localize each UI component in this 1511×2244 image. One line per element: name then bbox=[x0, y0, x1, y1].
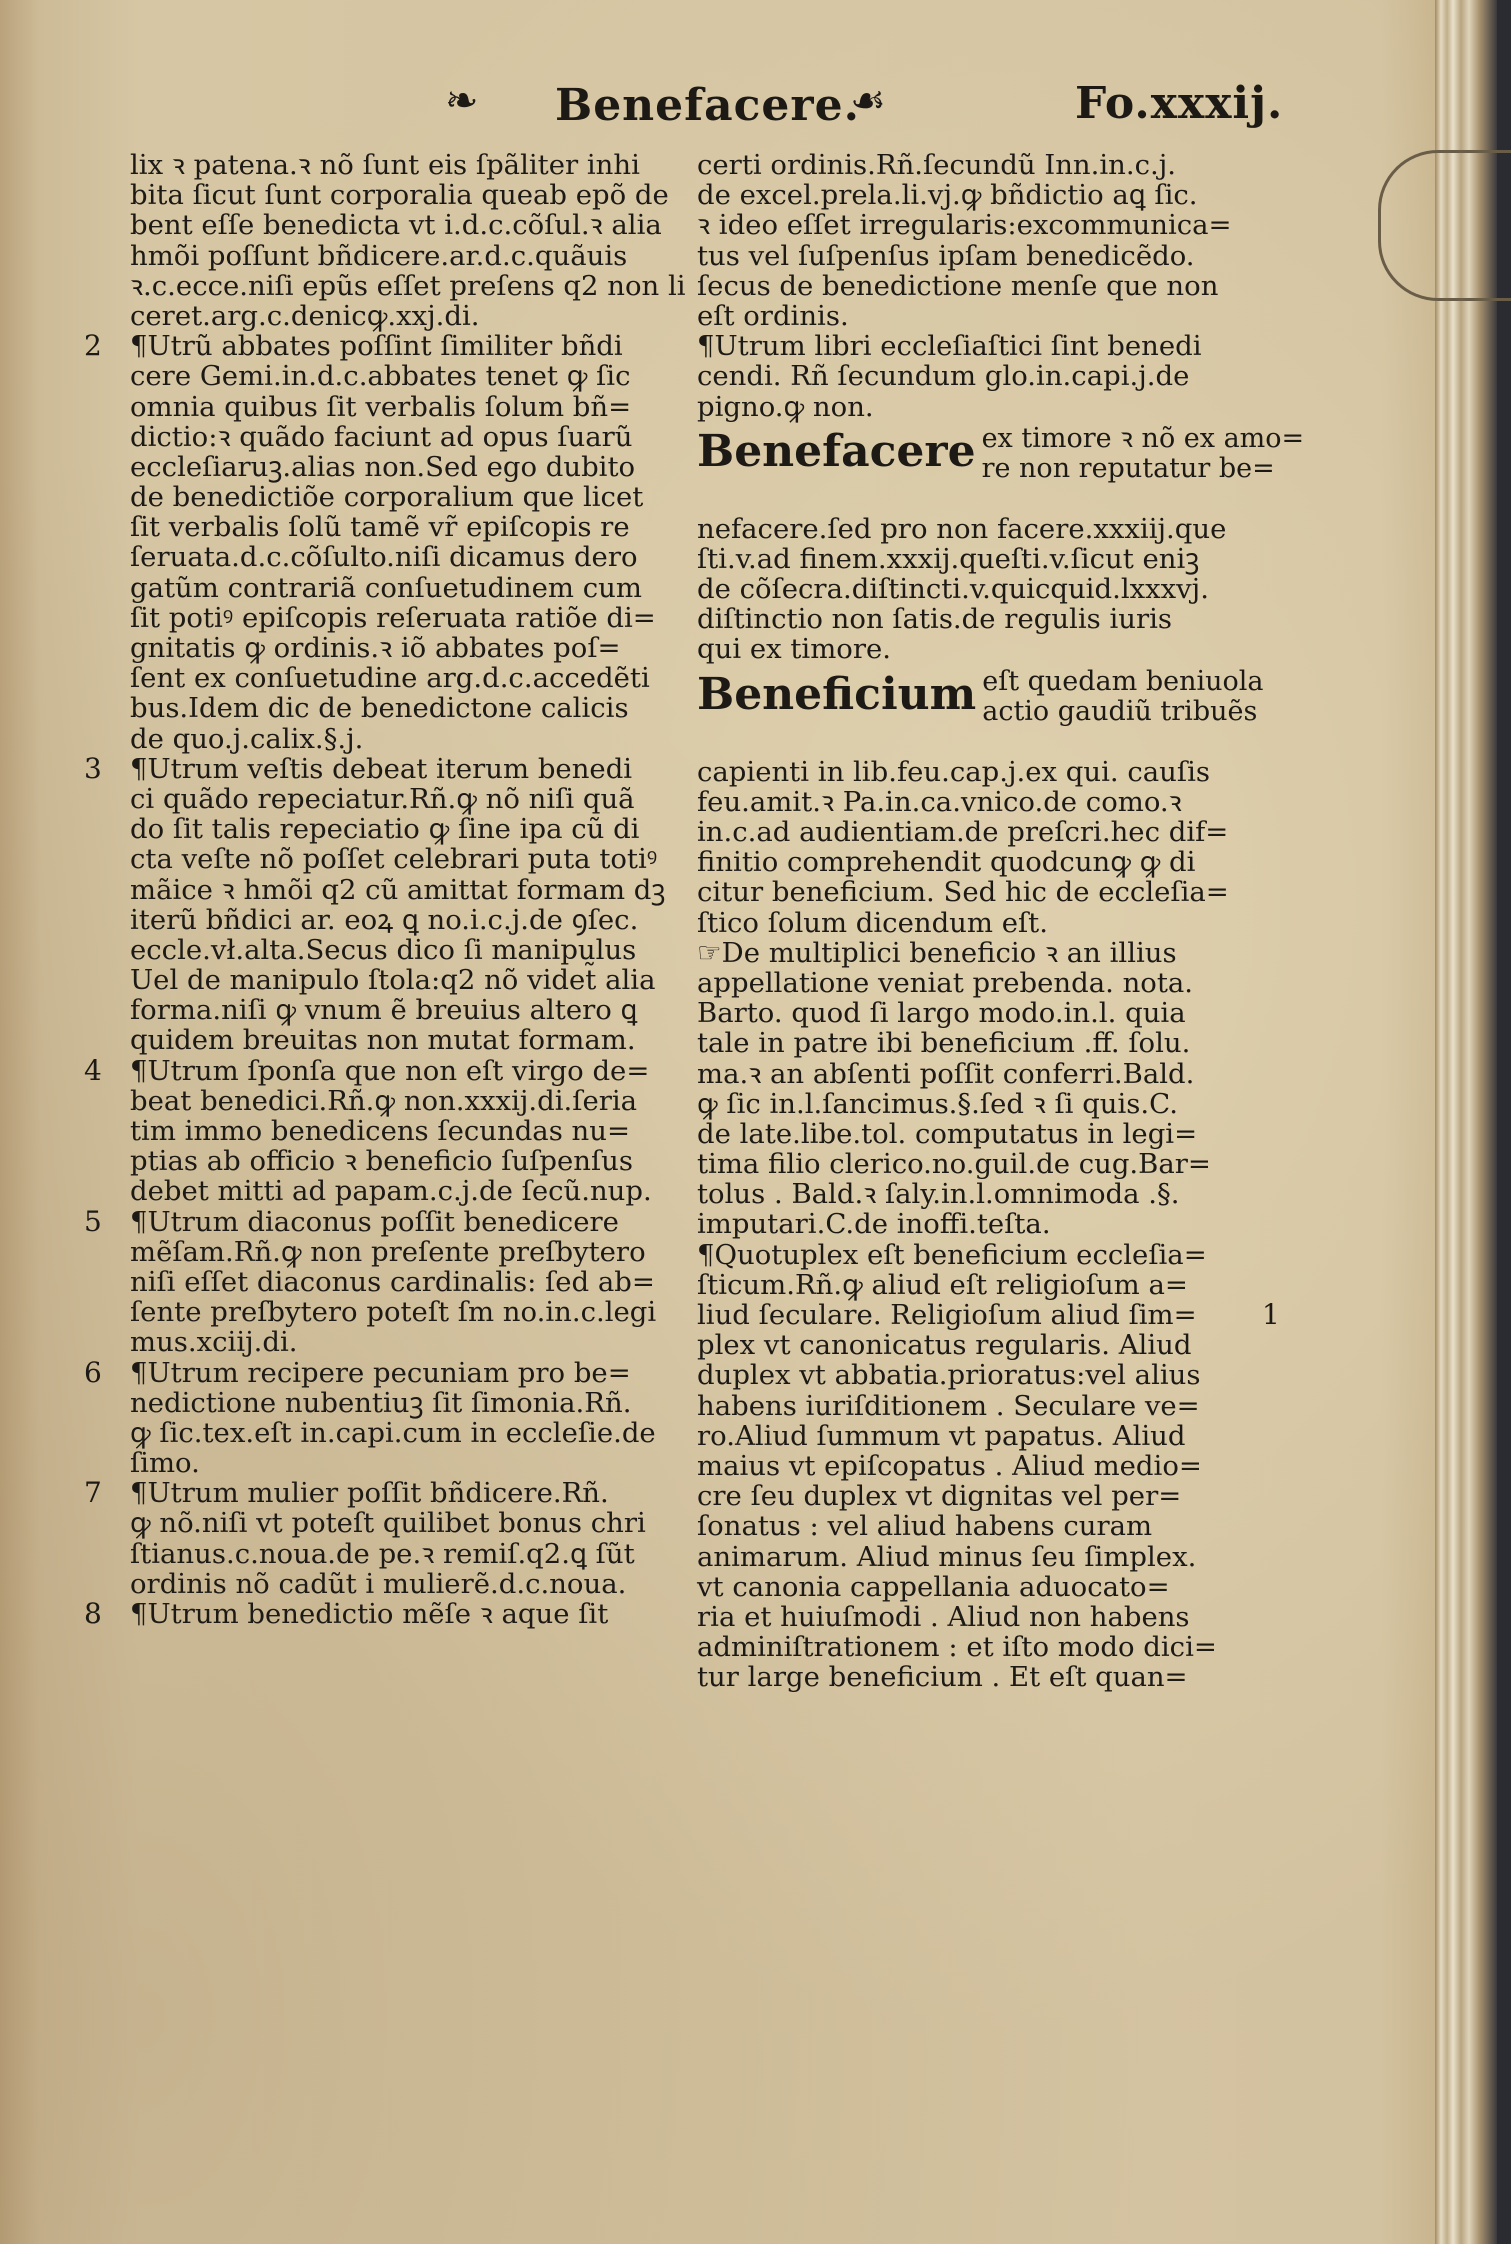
text-line: tale in patre ibi beneficium .ff. ſolu. bbox=[697, 1027, 1191, 1060]
text-line: pigno.ꝙ non. bbox=[697, 390, 874, 423]
question-number: 5 bbox=[84, 1204, 102, 1238]
text-line: feu.amit.ꝛ Pa.in.ca.vnico.de como.ꝛ bbox=[697, 785, 1182, 818]
text-line bbox=[84, 329, 690, 363]
line-text: ſeruata.d.c.cõſulto.niſi dicamus dero bbox=[130, 541, 638, 574]
text-line bbox=[130, 693, 690, 723]
line-text: ſit verbalis ſolũ tamẽ vr̃ epiſcopis re bbox=[130, 511, 630, 544]
running-head: Benefacere. bbox=[555, 80, 860, 131]
line-text: ceret.arg.c.denicꝙ.xxj.di. bbox=[130, 299, 480, 332]
text-line: ꝙ ſic in.l.ſancimus.§.ſed ꝛ ſi quis.C. bbox=[697, 1087, 1178, 1120]
line-text: omnia quibus ſit verbalis ſolum bñ= bbox=[130, 390, 632, 423]
text-line bbox=[130, 875, 690, 905]
text-line: diſtinctio non ſatis.de regulis iuris bbox=[697, 603, 1173, 636]
text-line: vt canonia cappellania aduocato= bbox=[697, 1570, 1170, 1603]
text-line: certi ordinis.Rñ.ſecundũ Inn.in.c.j. bbox=[697, 149, 1177, 181]
text-line bbox=[130, 271, 690, 301]
text-line bbox=[130, 1237, 690, 1267]
text-line bbox=[130, 995, 690, 1025]
text-line: tolus . Bald.ꝛ ſaly.in.l.omnimoda .§. bbox=[697, 1178, 1180, 1211]
line-text: ꝛ.c.ecce.niſi epũs eſſet preſens q2 non li bbox=[130, 269, 686, 302]
text-line: ſecus de benedictione menſe que non bbox=[697, 269, 1219, 302]
text-line bbox=[130, 1418, 690, 1448]
text-line bbox=[130, 1086, 690, 1116]
text-line: qui ex timore. bbox=[697, 633, 892, 666]
line-text: hmõi poſſunt bñdicere.ar.d.c.quãuis bbox=[130, 239, 628, 272]
text-line bbox=[130, 150, 690, 180]
question-number: 8 bbox=[84, 1597, 102, 1630]
text-line bbox=[130, 724, 690, 754]
line-text: beat benedici.Rñ.ꝙ non.xxxij.di.ſeria bbox=[130, 1084, 638, 1117]
text-line bbox=[130, 905, 690, 935]
line-text: bus.Idem dic de benedictone calicis bbox=[130, 692, 629, 725]
text-line bbox=[130, 1569, 690, 1599]
line-text: ¶Utrum veſtis debeat iterum benedi bbox=[130, 752, 633, 785]
entry-headword: Benefacere bbox=[697, 425, 976, 477]
line-text: bent eſſe benedicta vt i.d.c.cõſul.ꝛ alia bbox=[130, 209, 662, 242]
text-line bbox=[130, 301, 690, 331]
entry-side-line: re non reputatur be= bbox=[981, 452, 1275, 484]
text-line: nefacere.ſed pro non facere.xxxiij.que bbox=[697, 512, 1227, 545]
text-line: adminiſtrationem : et iſto modo dici= bbox=[697, 1631, 1217, 1664]
line-text: forma.niſi ꝙ vnum ẽ breuius altero ꝗ bbox=[130, 994, 638, 1027]
line-text: ſente preſbytero poteſt ſm no.in.c.legi bbox=[130, 1296, 657, 1329]
line-text: ¶Utrum benedictio mẽſe ꝛ aque ſit bbox=[130, 1598, 609, 1630]
line-text: de benedictiõe corporalium que licet bbox=[130, 481, 644, 514]
text-line bbox=[130, 784, 690, 814]
line-text: ſimo. bbox=[130, 1447, 200, 1480]
text-line: plex vt canonicatus regularis. Aliud bbox=[697, 1329, 1192, 1362]
text-line bbox=[130, 935, 690, 965]
text-line bbox=[84, 1355, 690, 1389]
text-line: ſti.v.ad finem.xxxij.queſti.v.ſicut eniꝫ bbox=[697, 542, 1200, 575]
text-line bbox=[84, 1476, 690, 1510]
line-text: eccleſiaruꝫ.alias non.Sed ego dubito bbox=[130, 450, 636, 483]
entry-side-line: ex timore ꝛ nõ ex amo= bbox=[981, 422, 1305, 454]
entry-headword: Beneficium bbox=[697, 668, 977, 720]
text-line bbox=[130, 603, 690, 633]
text-line bbox=[84, 751, 690, 785]
text-line: Barto. quod ſi largo modo.in.l. quia bbox=[697, 997, 1186, 1030]
line-text: ꝙ ſic.tex.eſt in.capi.cum in eccleſie.de bbox=[130, 1416, 656, 1449]
question-number: 3 bbox=[84, 751, 102, 785]
text-line bbox=[84, 1597, 690, 1630]
margin-number: 1 bbox=[1262, 1298, 1280, 1331]
text-line: liud ſeculare. Religioſum aliud ſim= bbox=[697, 1299, 1197, 1331]
line-text: tim immo benedicens ſecundas nu= bbox=[130, 1115, 631, 1147]
text-line: ꝛ ideo eſſet irregularis:excommunica= bbox=[697, 209, 1232, 242]
line-text: do ſit talis repeciatio ꝙ ſine ipa cũ di bbox=[130, 813, 640, 846]
line-text: ſent ex conſuetudine arg.d.c.accedẽti bbox=[130, 662, 650, 695]
line-text: debet mitti ad papam.c.j.de ſecũ.nup. bbox=[130, 1175, 652, 1208]
text-line: duplex vt abbatia.prioratus:vel alius bbox=[697, 1359, 1201, 1392]
line-text: mãice ꝛ hmõi q2 cũ amittat formam dꝫ bbox=[130, 873, 666, 906]
text-line: capienti in lib.feu.cap.j.ex qui. cauſis bbox=[697, 755, 1210, 788]
text-line bbox=[130, 814, 690, 844]
question-number: 2 bbox=[84, 329, 102, 363]
line-text: Uel de manipulo ſtola:q2 nõ videt̃ alia bbox=[130, 964, 656, 997]
text-line bbox=[130, 180, 690, 210]
text-line: ¶Utrum libri eccleſiaſtici ſint benedi bbox=[697, 330, 1202, 363]
text-line: finitio comprehendit quodcunꝙ ꝙ di bbox=[697, 846, 1196, 879]
text-line: habens iuriſditionem . Seculare ve= bbox=[697, 1389, 1200, 1422]
entry-benefacere bbox=[697, 422, 1305, 514]
entry-beneficium bbox=[697, 665, 1264, 757]
text-line bbox=[130, 1146, 690, 1176]
question-number: 6 bbox=[84, 1355, 102, 1389]
text-line bbox=[130, 1267, 690, 1297]
line-text: quidem breuitas non mutat formam. bbox=[130, 1024, 636, 1057]
text-line bbox=[130, 1508, 690, 1538]
text-line: ſtico ſolum dicendum eſt. bbox=[697, 906, 1048, 939]
text-line bbox=[130, 542, 690, 572]
line-text: gatũm contrariã conſuetudinem cum bbox=[130, 571, 642, 604]
text-line bbox=[84, 1204, 690, 1238]
line-text: ci quãdo repeciatur.Rñ.ꝙ nõ niſi quã bbox=[130, 782, 635, 815]
text-line: citur beneficium. Sed hic de eccleſia= bbox=[697, 876, 1229, 909]
right-column bbox=[697, 149, 1305, 1694]
question-number: 7 bbox=[84, 1476, 102, 1510]
page-edge-stack bbox=[1435, 0, 1497, 2244]
text-line bbox=[130, 241, 690, 271]
entry-side-text bbox=[976, 665, 1263, 727]
header-ornament-left: ❧ bbox=[445, 78, 479, 124]
text-line bbox=[130, 1388, 690, 1418]
text-line: ☞De multiplici beneficio ꝛ an illius bbox=[697, 936, 1177, 969]
text-line: animarum. Aliud minus ſeu ſimplex. bbox=[697, 1540, 1197, 1573]
entry-side-text bbox=[976, 422, 1305, 484]
line-text: ptias ab officio ꝛ beneficio ſuſpenſus bbox=[130, 1145, 633, 1178]
question-number: 4 bbox=[84, 1053, 102, 1087]
line-text: ordinis nõ cadũt i mulierẽ.d.c.noua. bbox=[130, 1567, 627, 1600]
text-line: ¶Quotuplex eſt beneficium eccleſia= bbox=[697, 1238, 1207, 1271]
text-line bbox=[130, 633, 690, 663]
text-line: imputari.C.de inoffi.teſta. bbox=[697, 1208, 1051, 1241]
text-line bbox=[84, 1053, 690, 1087]
folio-number: Fo.xxxij. bbox=[1075, 78, 1284, 129]
line-text: ¶Utrum ſponſa que non eſt virgo de= bbox=[130, 1054, 650, 1087]
text-line: ſonatus : vel aliud habens curam bbox=[697, 1510, 1153, 1543]
text-line bbox=[130, 844, 690, 874]
line-text: ꝙ nõ.niſi vt poteſt quilibet bonus chri bbox=[130, 1507, 646, 1540]
line-text: ſtianus.c.noua.de pe.ꝛ remiſ.q2.ꝗ ſũt bbox=[130, 1537, 635, 1570]
text-line bbox=[130, 392, 690, 422]
right-block-3 bbox=[697, 757, 1257, 1693]
text-line bbox=[130, 573, 690, 603]
text-line: ma.ꝛ an abſenti poſſit conferri.Bald. bbox=[697, 1057, 1195, 1090]
page-tab-clip bbox=[1378, 150, 1511, 301]
text-line: tus vel ſuſpenſus ipſam benedicẽdo. bbox=[697, 239, 1195, 272]
entry-side-line: eſt quedam beniuola bbox=[982, 665, 1264, 697]
right-block-1 bbox=[697, 150, 1257, 422]
line-text: nedictione nubentiuꝫ ſit ſimonia.Rñ. bbox=[130, 1386, 632, 1419]
text-line: ſticum.Rñ.ꝙ aliud eſt religioſum a= bbox=[697, 1268, 1188, 1301]
header-ornament-right: ☙ bbox=[850, 78, 886, 124]
text-line: tur large beneficium . Et eſt quan= bbox=[697, 1661, 1188, 1694]
text-line: de excel.prela.li.vj.ꝙ bñdictio aꝗ ſic. bbox=[697, 179, 1198, 212]
text-line bbox=[130, 452, 690, 482]
line-text: mẽſam.Rñ.ꝙ non preſente preſbytero bbox=[130, 1235, 646, 1268]
line-text: ¶Utrũ abbates poſſint ſimiliter bñdi bbox=[130, 330, 623, 363]
text-line bbox=[130, 1297, 690, 1327]
text-line bbox=[130, 210, 690, 240]
line-text: ¶Utrum mulier poſſit bñdicere.Rñ. bbox=[130, 1477, 609, 1510]
line-text: dictio:ꝛ quãdo faciunt ad opus ſuarũ bbox=[130, 420, 633, 453]
text-line bbox=[130, 1539, 690, 1569]
line-text: ¶Utrum diaconus poſſit benedicere bbox=[130, 1205, 619, 1238]
line-text: ¶Utrum recipere pecuniam pro be= bbox=[130, 1356, 631, 1389]
text-line: cre ſeu duplex vt dignitas vel per= bbox=[697, 1480, 1182, 1513]
text-line bbox=[130, 1116, 690, 1146]
text-line bbox=[130, 482, 690, 512]
text-line bbox=[130, 361, 690, 391]
text-line bbox=[130, 1176, 690, 1206]
text-line: de late.libe.tol. computatus in legi= bbox=[697, 1117, 1198, 1150]
text-line: ro.Aliud ſummum vt papatus. Aliud bbox=[697, 1419, 1186, 1452]
entry-side-line: actio gaudiũ tribuẽs bbox=[982, 695, 1258, 727]
line-text: bita ſicut ſunt corporalia queab epõ de bbox=[130, 179, 669, 212]
line-text: eccle.vł.alta.Secus dico ſi manipulus bbox=[130, 933, 637, 966]
line-text: ſit potiꝰ epiſcopis reſeruata ratiõe di= bbox=[130, 601, 656, 634]
text-line: ria et huiuſmodi . Aliud non habens bbox=[697, 1600, 1190, 1633]
text-line: de cõſecra.diſtincti.v.quicquid.lxxxvj. bbox=[697, 573, 1209, 606]
text-line: eſt ordinis. bbox=[697, 299, 849, 332]
text-line bbox=[130, 1448, 690, 1478]
line-text: mus.xciij.di. bbox=[130, 1326, 298, 1359]
text-line bbox=[130, 1025, 690, 1055]
text-line bbox=[130, 1327, 690, 1357]
line-text: cere Gemi.in.d.c.abbates tenet ꝙ ſic bbox=[130, 360, 631, 393]
line-text: de quo.j.calix.§.j. bbox=[130, 722, 364, 755]
text-line: tima filio clerico.no.guil.de cug.Bar= bbox=[697, 1148, 1211, 1181]
left-column bbox=[84, 149, 690, 1630]
line-text: gnitatis ꝙ ordinis.ꝛ iõ abbates poſ= bbox=[130, 632, 621, 664]
text-line bbox=[130, 663, 690, 693]
text-line: cendi. Rñ ſecundum glo.in.capi.j.de bbox=[697, 360, 1190, 393]
right-block-2 bbox=[697, 514, 1257, 665]
line-text: iterũ bñdici ar. eoꝝ ꝗ no.i.c.j.de ꝯſec. bbox=[130, 903, 639, 936]
line-text: niſi eſſet diaconus cardinalis: ſed ab= bbox=[130, 1265, 655, 1298]
line-text: cta veſte nõ poſſet celebrari puta totiꝰ bbox=[130, 843, 658, 876]
text-line bbox=[130, 965, 690, 995]
text-line bbox=[130, 422, 690, 452]
line-text: lix ꝛ patena.ꝛ nõ ſunt eis ſpãliter inhi bbox=[130, 149, 640, 181]
text-line: maius vt epiſcopatus . Aliud medio= bbox=[697, 1449, 1202, 1482]
text-line: appellatione veniat prebenda. nota. bbox=[697, 966, 1194, 999]
text-line bbox=[130, 512, 690, 542]
text-line: in.c.ad audientiam.de preſcri.hec dif= bbox=[697, 816, 1229, 848]
